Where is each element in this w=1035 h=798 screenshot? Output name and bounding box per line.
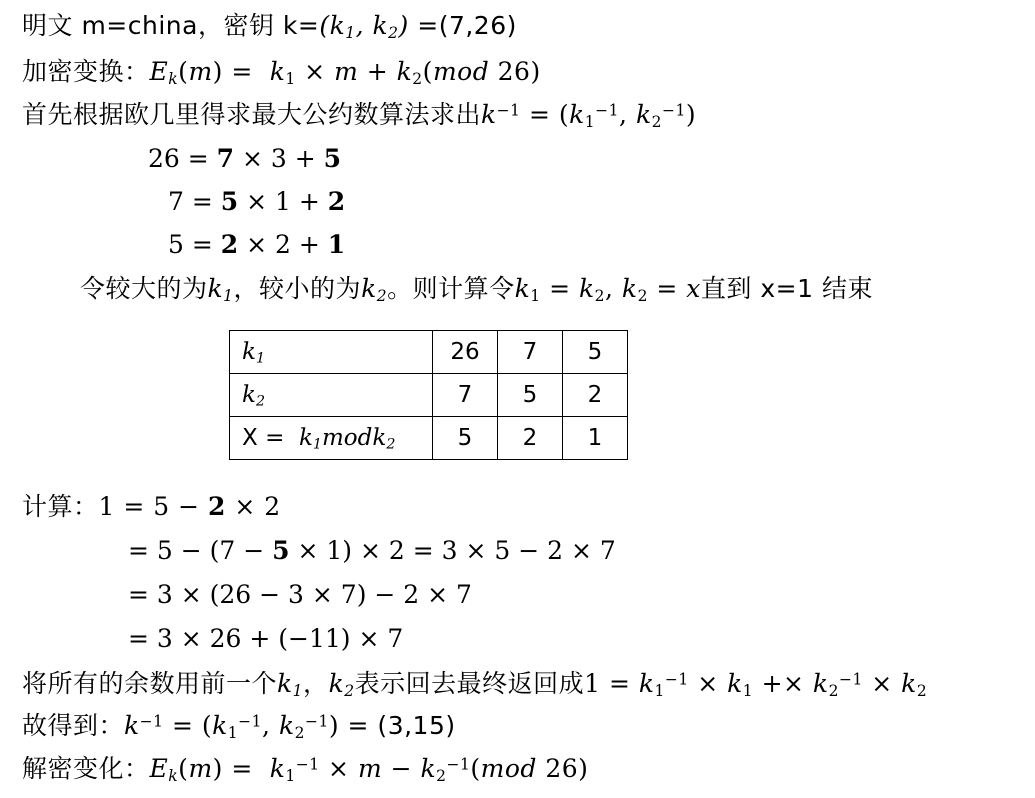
result-formula: $k^{-1} = (k_1^{-1}$, $k_2^{-1}$) xyxy=(124,711,340,742)
back-text-1: 将所有的余数用前一个 xyxy=(22,669,278,698)
table-cell: 1 xyxy=(563,417,628,460)
euclid-table xyxy=(229,330,628,460)
rule-text-4: 直到 x=1 结束 xyxy=(700,274,873,303)
calc-label: 计算： xyxy=(22,492,99,521)
key-pair-value: =(7,26) xyxy=(408,11,517,40)
calc-line-1 xyxy=(22,491,281,523)
inverse-key-formula: $k^{-1} = (k_1^{-1}$, $k_2^{-1}$) xyxy=(481,100,697,131)
rule-text-2: ，较小的为 xyxy=(233,274,362,303)
decryption-line xyxy=(22,753,588,785)
iteration-rule-line xyxy=(80,273,873,305)
back-substitution-line xyxy=(22,668,927,700)
table-row-k1 xyxy=(230,331,628,374)
rule-text-1: 令较大的为 xyxy=(80,274,208,303)
encryption-formula: $E_k(m) = k_1 \times m + k_2(mod$ 26) xyxy=(149,57,541,88)
back-k1: $k_1$ xyxy=(277,669,304,700)
back-text-2: ， xyxy=(303,669,329,698)
table-cell: 2 xyxy=(563,374,628,417)
table-cell: 2 xyxy=(498,417,563,460)
decryption-label: 解密变化： xyxy=(22,754,150,783)
key-pair-math: ($k_1$, $k_2$) xyxy=(319,11,409,42)
decryption-formula: $E_k(m) = k_1^{-1} \times m - k_2^{-1}(mod$ 26) xyxy=(149,754,589,785)
calc-step-2: = 5 − (7 − 5 × 1) × 2 = 3 × 5 − 2 × 7 xyxy=(128,536,616,565)
table-cell: 5 xyxy=(498,374,563,417)
calc-step-4: = 3 × 26 + (−11) × 7 xyxy=(128,624,404,653)
table-row-x xyxy=(230,417,628,460)
calc-step-1: 1 = 5 − 2 × 2 xyxy=(98,492,281,521)
row-label-k1: $k_1$ xyxy=(230,331,433,374)
rule-k2: $k_2$ xyxy=(361,274,388,305)
result-value: = (3,15) xyxy=(339,711,456,740)
row-label-k2: $k_2$ xyxy=(230,374,433,417)
plaintext-key-prefix: 明文 m=china，密钥 k= xyxy=(22,11,320,40)
result-label: 故得到： xyxy=(22,711,125,740)
table-cell: 5 xyxy=(563,331,628,374)
euclid-step-2: 7 = 5 × 1 + 2 xyxy=(168,187,346,216)
table-cell: 7 xyxy=(433,374,498,417)
result-line xyxy=(22,710,456,742)
row-label-x-prefix: X = xyxy=(242,425,292,451)
table-cell: 7 xyxy=(498,331,563,374)
back-text-3: 表示回去最终返回成 xyxy=(354,669,585,698)
row-label-x-formula: $k_1modk_2$ xyxy=(291,425,396,453)
rule-k1: $k_1$ xyxy=(207,274,234,305)
euclid-intro-text: 首先根据欧几里得求最大公约数算法求出 xyxy=(22,100,482,129)
table-cell: 5 xyxy=(433,417,498,460)
euclid-intro-line xyxy=(22,99,696,131)
row-label-x xyxy=(230,417,433,460)
rule-assignment: $k_1 = k_2$, $k_2 = x$ xyxy=(514,274,701,305)
table-row-k2 xyxy=(230,374,628,417)
encryption-label: 加密变换： xyxy=(22,57,150,86)
table-cell: 26 xyxy=(433,331,498,374)
euclid-step-1: 26 = 7 × 3 + 5 xyxy=(148,144,342,173)
calc-step-3: = 3 × (26 − 3 × 7) − 2 × 7 xyxy=(128,580,472,609)
rule-text-3: 。则计算令 xyxy=(387,274,515,303)
back-k2: $k_2$ xyxy=(328,669,355,700)
plaintext-key-line xyxy=(22,10,517,42)
euclid-step-3: 5 = 2 × 2 + 1 xyxy=(168,230,346,259)
back-formula: $1 = k_1^{-1} \times k_1 +\times k_2^{-1} \times k_2$ xyxy=(584,669,928,700)
encryption-line xyxy=(22,56,541,88)
